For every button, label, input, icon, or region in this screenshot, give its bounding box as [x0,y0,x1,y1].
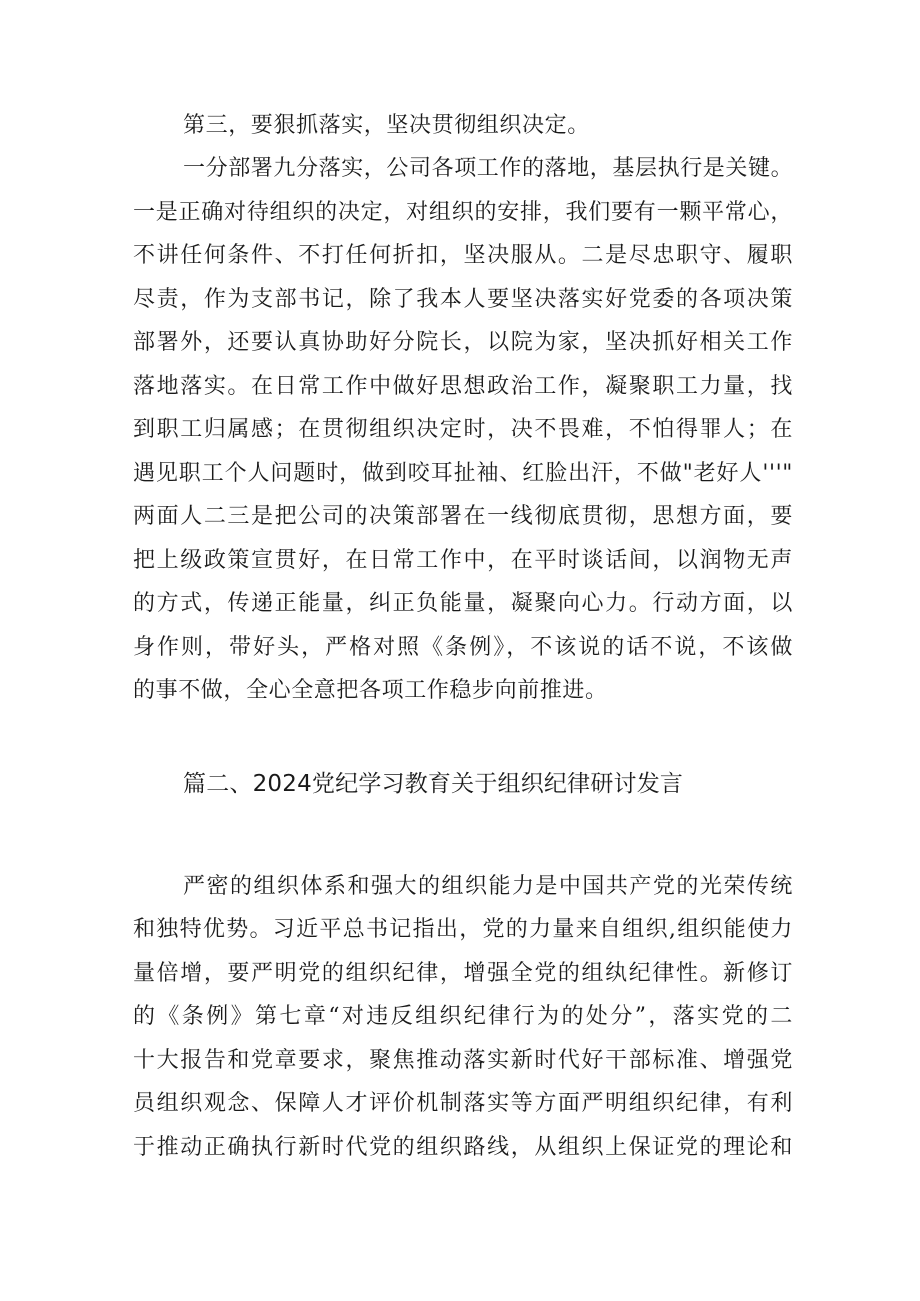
section1-line: 遇见职工个人问题时，做到咬耳扯袖、红脸出汗，不做"老好人'''" [133,461,793,486]
section1-line: 的事不做，全心全意把各项工作稳步向前推进。 [133,678,608,703]
section2-line: 十大报告和党章要求，聚焦推动落实新时代好干部标准、增强党 [133,1048,793,1073]
section2-line: 严密的组织体系和强大的组织能力是中国共产党的光荣传统 [183,874,793,899]
section1-line: 部署外，还要认真协助好分院长，以院为家，坚决抓好相关工作 [133,330,793,355]
section1-line: 落地落实。在日常工作中做好思想政治工作，凝聚职工力量，找 [133,374,793,399]
section-heading: 篇二、2024党纪学习教育关于组织纪律研讨发言 [183,771,684,797]
section2-line: 员组织观念、保障人才评价机制落实等方面严明组织纪律，有利 [133,1091,793,1116]
section1-line: 身作则，带好头，严格对照《条例》，不该说的话不说，不该做 [133,635,793,660]
section1-line: 不讲任何条件、不打任何折扣，坚决服从。二是尽忠职守、履职 [133,243,793,268]
section1-line: 尽责，作为支部书记，除了我本人要坚决落实好党委的各项决策 [133,287,793,312]
section1-line: 把上级政策宣贯好，在日常工作中，在平时谈话间，以润物无声 [133,548,793,573]
section1-line: 的方式，传递正能量，纠正负能量，凝聚向心力。行动方面，以 [133,591,793,616]
section2-line: 于推动正确执行新时代党的组织路线，从组织上保证党的理论和 [133,1135,793,1160]
section2-line: 量倍增，要严明党的组织纪律，增强全党的组纨纪律性。新修订 [133,961,793,986]
section1-line: 到职工归属感；在贯彻组织决定时，决不畏难，不怕得罪人；在 [133,417,793,442]
section1-line: 两面人二三是把公司的决策部署在一线彻底贯彻，思想方面，要 [133,504,793,529]
section1-line: 一分部署九分落实，公司各项工作的落地，基层执行是关键。 [183,156,794,181]
section2-line: 的《条例》第七章“对违反组织纪律行为的处分”，落实党的二 [133,1004,793,1029]
section1-line: 第三，要狠抓落实，坚决贯彻组织决定。 [183,113,590,138]
section2-line: 和独特优势。习近平总书记指出，党的力量来自组织,组织能使力 [133,917,793,942]
section1-line: 一是正确对待组织的决定，对组织的安排，我们要有一颗平常心， [133,200,793,225]
